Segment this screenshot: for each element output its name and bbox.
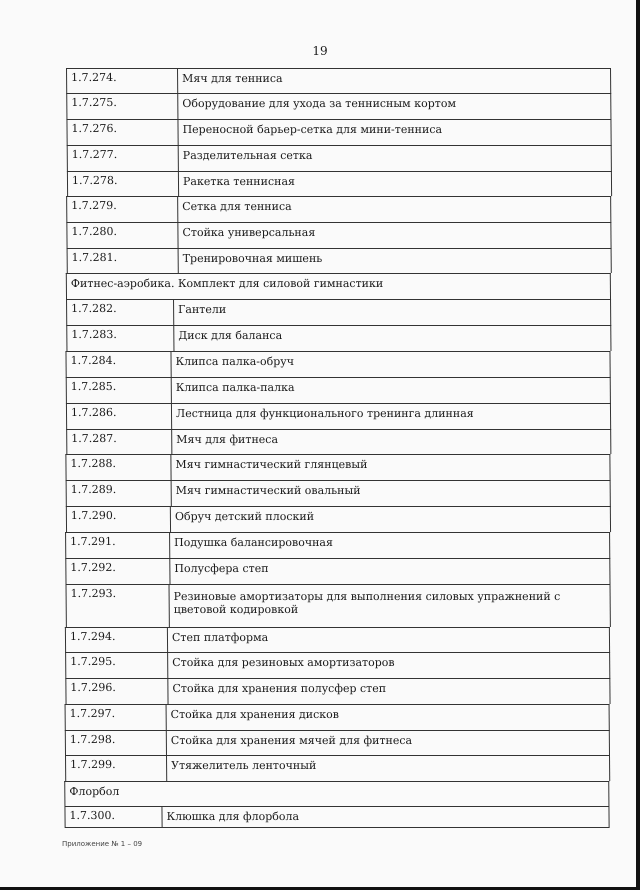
item-number: 1.7.278. [71,174,118,187]
item-name: Переносной барьер-сетка для мини-тенниса [182,123,443,136]
item-name: Утяжелитель ленточный [171,759,317,772]
table-row [65,558,610,584]
table-row [66,506,611,532]
table-row [66,196,611,222]
item-number: 1.7.296. [70,681,116,694]
item-number: 1.7.295. [70,655,116,668]
item-number: 1.7.276. [71,122,118,135]
table-row [65,755,610,781]
column-divider [177,197,178,222]
column-divider [177,69,178,93]
item-name: Клюшка для флорбола [166,810,300,823]
item-number: 1.7.290. [70,509,117,522]
table-row [65,730,610,755]
table-row [66,119,611,145]
table-row [66,68,611,93]
column-divider [161,807,162,827]
table-row [66,377,611,403]
item-name: Стойка универсальная [182,226,316,239]
section-title: Флорбол [69,785,120,798]
item-number: 1.7.280. [71,225,117,238]
column-divider [170,352,171,377]
column-divider [170,507,171,532]
table-row [66,93,611,119]
item-name: Разделительная сетка [182,149,313,162]
item-name: Обруч детский плоский [174,510,315,523]
item-number: 1.7.275. [71,96,117,109]
item-number: 1.7.294. [69,630,116,643]
column-divider [171,430,172,454]
section-header-row [66,273,611,299]
table-row [66,299,611,325]
item-number: 1.7.285. [70,380,117,393]
item-name: Клипса палка-обруч [175,355,295,368]
item-number: 1.7.287. [71,432,117,445]
table-row [66,222,611,248]
table-row [65,678,610,704]
item-number: 1.7.288. [70,457,116,470]
column-divider [170,455,171,480]
item-number: 1.7.298. [69,733,116,746]
item-name: Степ платформа [171,631,269,644]
table-row [64,806,609,828]
table-row [67,171,612,196]
item-name: Лестница для функционального тренинга длинная [175,407,474,420]
column-divider [166,705,167,730]
column-divider [171,481,172,506]
item-number: 1.7.284. [70,354,117,367]
column-divider [166,731,167,755]
table-row [67,145,612,171]
table-row [66,325,611,351]
item-name: Мяч гимнастический глянцевый [175,458,368,471]
item-name: Резиновые амортизаторы для выполнения силовых упражнений с цветовой кодировкой [173,590,561,616]
item-name: Полусфера степ [174,562,269,575]
item-name: Оборудование для ухода за теннисным кортом [182,97,457,110]
table-row [65,652,610,678]
table-row [65,454,610,480]
scan-edge-right [636,0,640,890]
section-title: Фитнес-аэробика. Комплект для силовой гимнастики [70,277,384,290]
table-row [66,403,611,429]
item-name: Диск для баланса [178,329,283,342]
item-name: Ракетка теннисная [182,175,296,188]
column-divider [178,146,179,171]
item-number: 1.7.277. [71,148,118,161]
item-number: 1.7.283. [71,328,117,341]
item-number: 1.7.292. [70,561,116,574]
table-row [65,704,610,730]
column-divider [169,585,170,627]
column-divider [171,378,172,403]
column-divider [169,533,170,558]
column-divider [173,300,174,325]
column-divider [166,756,167,781]
item-number: 1.7.279. [71,199,117,212]
column-divider [169,559,170,584]
item-number: 1.7.299. [70,758,116,771]
item-name: Мяч гимнастический овальный [175,484,361,497]
table-row [66,429,611,454]
column-divider [167,653,168,678]
item-name: Клипса палка-палка [175,381,295,394]
item-number: 1.7.274. [71,71,117,84]
table-row [66,584,611,627]
item-name: Сетка для тенниса [182,200,292,213]
item-number: 1.7.293. [70,587,117,600]
column-divider [178,172,179,196]
column-divider [167,628,168,652]
table-row [65,627,610,652]
table-row [65,532,610,558]
item-name: Стойка для хранения мячей для фитнеса [170,734,413,747]
page-footer: Приложение № 1 – 09 [62,840,143,848]
item-number: 1.7.300. [69,809,116,822]
table-row [65,351,610,377]
table-row [66,480,611,506]
column-divider [167,679,168,704]
item-name: Гантели [178,303,227,316]
item-name: Мяч для тенниса [182,72,283,85]
column-divider [173,326,174,351]
equipment-table [66,68,618,828]
item-number: 1.7.282. [71,302,117,315]
item-name: Подушка балансировочная [174,536,333,549]
column-divider [177,223,178,248]
item-name: Тренировочная мишень [182,252,323,265]
column-divider [178,249,179,273]
item-number: 1.7.289. [70,483,117,496]
item-name: Стойка для хранения дисков [170,708,339,721]
section-header-row [64,781,609,806]
item-name: Мяч для фитнеса [176,433,279,446]
item-number: 1.7.286. [70,406,117,419]
item-name: Стойка для хранения полусфер степ [172,682,387,695]
item-number: 1.7.291. [70,535,116,548]
column-divider [177,120,178,145]
item-number: 1.7.281. [71,251,118,264]
column-divider [171,404,172,429]
column-divider [177,94,178,119]
table-row [67,248,612,273]
page-number: 19 [312,44,328,58]
item-name: Стойка для резиновых амортизаторов [172,656,395,669]
item-number: 1.7.297. [69,707,116,720]
